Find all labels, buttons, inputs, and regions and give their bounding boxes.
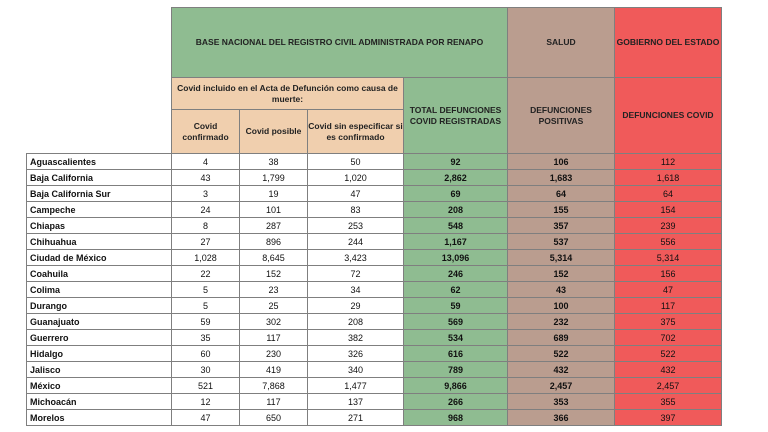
- covid-sin-especificar-cell: 382: [308, 330, 404, 346]
- total-cell: 62: [404, 282, 508, 298]
- data-rows: [27, 154, 722, 426]
- table-row: [27, 362, 722, 378]
- covid-confirmado-cell: 47: [172, 410, 240, 426]
- positivas-cell: 152: [508, 266, 615, 282]
- table-row: [27, 186, 722, 202]
- table-row: [27, 250, 722, 266]
- covid-sin-especificar-cell: 1,020: [308, 170, 404, 186]
- total-cell: 69: [404, 186, 508, 202]
- def-covid-cell: 702: [615, 330, 722, 346]
- covid-posible-cell: 302: [240, 314, 308, 330]
- positivas-cell: 106: [508, 154, 615, 170]
- positivas-cell: 357: [508, 218, 615, 234]
- covid-posible-cell: 152: [240, 266, 308, 282]
- covid-sin-especificar-cell: 3,423: [308, 250, 404, 266]
- state-name-cell: Coahuila: [27, 266, 172, 282]
- total-cell: 616: [404, 346, 508, 362]
- covid-posible-cell: 287: [240, 218, 308, 234]
- covid-sin-especificar-cell: 34: [308, 282, 404, 298]
- covid-sin-especificar-header: Covid sin especificar si es confirmado: [308, 110, 404, 154]
- state-name-cell: Morelos: [27, 410, 172, 426]
- state-name-cell: Michoacán: [27, 394, 172, 410]
- state-name-cell: Hidalgo: [27, 346, 172, 362]
- total-cell: 968: [404, 410, 508, 426]
- corner-blank-3: [27, 110, 172, 154]
- covid-sin-especificar-cell: 1,477: [308, 378, 404, 394]
- covid-sin-especificar-cell: 83: [308, 202, 404, 218]
- positivas-cell: 155: [508, 202, 615, 218]
- total-cell: 59: [404, 298, 508, 314]
- def-covid-cell: 47: [615, 282, 722, 298]
- def-covid-cell: 1,618: [615, 170, 722, 186]
- covid-confirmado-cell: 30: [172, 362, 240, 378]
- table-row: [27, 202, 722, 218]
- total-cell: 208: [404, 202, 508, 218]
- positivas-cell: 64: [508, 186, 615, 202]
- positivas-cell: 689: [508, 330, 615, 346]
- positivas-cell: 43: [508, 282, 615, 298]
- state-name-cell: Baja California: [27, 170, 172, 186]
- state-name-cell: Ciudad de México: [27, 250, 172, 266]
- covid-confirmado-cell: 22: [172, 266, 240, 282]
- covid-confirmado-cell: 521: [172, 378, 240, 394]
- state-name-cell: Aguascalientes: [27, 154, 172, 170]
- def-covid-cell: 156: [615, 266, 722, 282]
- positivas-cell: 100: [508, 298, 615, 314]
- covid-posible-cell: 650: [240, 410, 308, 426]
- acta-group-header: Covid incluido en el Acta de Defunción como causa de muerte:: [172, 78, 404, 110]
- table-row: [27, 154, 722, 170]
- total-cell: 789: [404, 362, 508, 378]
- def-covid-cell: 64: [615, 186, 722, 202]
- def-covid-cell: 239: [615, 218, 722, 234]
- covid-posible-cell: 117: [240, 330, 308, 346]
- positivas-cell: 1,683: [508, 170, 615, 186]
- positivas-cell: 353: [508, 394, 615, 410]
- table-row: [27, 282, 722, 298]
- positivas-cell: 432: [508, 362, 615, 378]
- positivas-cell: 522: [508, 346, 615, 362]
- positivas-cell: 5,314: [508, 250, 615, 266]
- covid-posible-cell: 7,868: [240, 378, 308, 394]
- state-name-cell: Chihuahua: [27, 234, 172, 250]
- table-row: [27, 234, 722, 250]
- covid-posible-header: Covid posible: [240, 110, 308, 154]
- corner-blank-2: [27, 78, 172, 110]
- covid-sin-especificar-cell: 244: [308, 234, 404, 250]
- def-covid-cell: 355: [615, 394, 722, 410]
- covid-confirmado-cell: 60: [172, 346, 240, 362]
- positivas-cell: 366: [508, 410, 615, 426]
- state-name-cell: Colima: [27, 282, 172, 298]
- gobierno-header: GOBIERNO DEL ESTADO: [615, 8, 722, 78]
- covid-confirmado-cell: 3: [172, 186, 240, 202]
- positivas-cell: 2,457: [508, 378, 615, 394]
- table-row: [27, 298, 722, 314]
- table-row: [27, 394, 722, 410]
- covid-confirmado-cell: 5: [172, 282, 240, 298]
- state-name-cell: Jalisco: [27, 362, 172, 378]
- renapo-header: BASE NACIONAL DEL REGISTRO CIVIL ADMINISTRADA POR RENAPO: [172, 8, 508, 78]
- total-cell: 2,862: [404, 170, 508, 186]
- total-cell: 569: [404, 314, 508, 330]
- def-covid-header: DEFUNCIONES COVID: [615, 78, 722, 154]
- table-row: [27, 346, 722, 362]
- covid-posible-cell: 23: [240, 282, 308, 298]
- def-covid-cell: 2,457: [615, 378, 722, 394]
- total-cell: 266: [404, 394, 508, 410]
- table-row: [27, 170, 722, 186]
- covid-sin-especificar-cell: 340: [308, 362, 404, 378]
- total-cell: 246: [404, 266, 508, 282]
- state-name-cell: Chiapas: [27, 218, 172, 234]
- state-name-cell: Campeche: [27, 202, 172, 218]
- covid-posible-cell: 230: [240, 346, 308, 362]
- def-covid-cell: 5,314: [615, 250, 722, 266]
- covid-confirmado-cell: 5: [172, 298, 240, 314]
- covid-posible-cell: 25: [240, 298, 308, 314]
- table-row: [27, 378, 722, 394]
- covid-deaths-table: [26, 7, 722, 426]
- total-cell: 13,096: [404, 250, 508, 266]
- covid-sin-especificar-cell: 326: [308, 346, 404, 362]
- covid-confirmado-cell: 12: [172, 394, 240, 410]
- def-covid-cell: 556: [615, 234, 722, 250]
- def-covid-cell: 375: [615, 314, 722, 330]
- total-cell: 548: [404, 218, 508, 234]
- total-cell: 9,866: [404, 378, 508, 394]
- covid-sin-especificar-cell: 208: [308, 314, 404, 330]
- covid-confirmado-cell: 24: [172, 202, 240, 218]
- covid-posible-cell: 1,799: [240, 170, 308, 186]
- covid-sin-especificar-cell: 29: [308, 298, 404, 314]
- covid-posible-cell: 419: [240, 362, 308, 378]
- covid-posible-cell: 117: [240, 394, 308, 410]
- state-name-cell: México: [27, 378, 172, 394]
- covid-confirmado-cell: 43: [172, 170, 240, 186]
- covid-posible-cell: 19: [240, 186, 308, 202]
- covid-sin-especificar-cell: 50: [308, 154, 404, 170]
- covid-posible-cell: 101: [240, 202, 308, 218]
- covid-confirmado-cell: 4: [172, 154, 240, 170]
- covid-confirmado-header: Covid confirmado: [172, 110, 240, 154]
- covid-confirmado-cell: 1,028: [172, 250, 240, 266]
- table-row: [27, 410, 722, 426]
- salud-header: SALUD: [508, 8, 615, 78]
- positivas-cell: 232: [508, 314, 615, 330]
- total-cell: 92: [404, 154, 508, 170]
- covid-posible-cell: 8,645: [240, 250, 308, 266]
- covid-sin-especificar-cell: 271: [308, 410, 404, 426]
- def-covid-cell: 112: [615, 154, 722, 170]
- covid-sin-especificar-cell: 137: [308, 394, 404, 410]
- covid-sin-especificar-cell: 47: [308, 186, 404, 202]
- table-row: [27, 266, 722, 282]
- state-name-cell: Guerrero: [27, 330, 172, 346]
- covid-sin-especificar-cell: 72: [308, 266, 404, 282]
- total-header: TOTAL DEFUNCIONES COVID REGISTRADAS: [404, 78, 508, 154]
- covid-confirmado-cell: 27: [172, 234, 240, 250]
- table-row: [27, 330, 722, 346]
- state-name-cell: Guanajuato: [27, 314, 172, 330]
- total-cell: 1,167: [404, 234, 508, 250]
- table-row: [27, 314, 722, 330]
- state-name-cell: Baja California Sur: [27, 186, 172, 202]
- covid-posible-cell: 38: [240, 154, 308, 170]
- covid-confirmado-cell: 35: [172, 330, 240, 346]
- corner-blank: [27, 8, 172, 78]
- table-row: [27, 218, 722, 234]
- total-cell: 534: [404, 330, 508, 346]
- positivas-header: DEFUNCIONES POSITIVAS: [508, 78, 615, 154]
- def-covid-cell: 154: [615, 202, 722, 218]
- covid-posible-cell: 896: [240, 234, 308, 250]
- covid-confirmado-cell: 59: [172, 314, 240, 330]
- covid-confirmado-cell: 8: [172, 218, 240, 234]
- def-covid-cell: 117: [615, 298, 722, 314]
- positivas-cell: 537: [508, 234, 615, 250]
- state-name-cell: Durango: [27, 298, 172, 314]
- covid-sin-especificar-cell: 253: [308, 218, 404, 234]
- def-covid-cell: 522: [615, 346, 722, 362]
- def-covid-cell: 432: [615, 362, 722, 378]
- def-covid-cell: 397: [615, 410, 722, 426]
